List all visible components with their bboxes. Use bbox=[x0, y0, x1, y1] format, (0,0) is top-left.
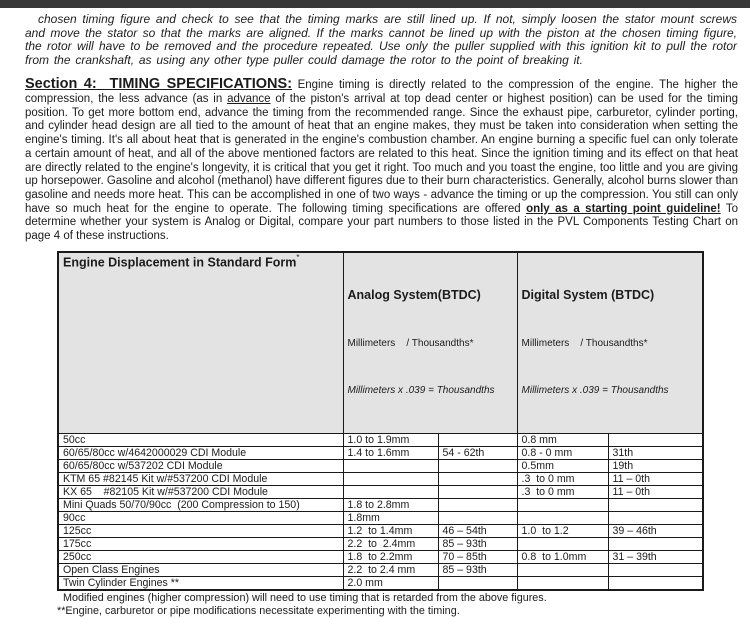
cell-analog-th bbox=[438, 485, 517, 498]
cell-engine: 60/65/80cc w/4642000029 CDI Module bbox=[58, 446, 343, 459]
cell-digital-th: 19th bbox=[608, 459, 703, 472]
cell-analog-mm bbox=[343, 485, 438, 498]
cell-engine: 90cc bbox=[58, 511, 343, 524]
cell-engine: 175cc bbox=[58, 537, 343, 550]
section4-guideline-emphasis: only as a starting point guideline! bbox=[526, 202, 721, 215]
cell-engine: Twin Cylinder Engines ** bbox=[58, 576, 343, 590]
header-analog-formula: Millimeters x .039 = Thousandths bbox=[347, 385, 495, 397]
cell-analog-mm: 1.8mm bbox=[343, 511, 438, 524]
table-row bbox=[58, 472, 703, 485]
cell-analog-th: 85 – 93th bbox=[438, 563, 517, 576]
cell-engine: 60/65/80cc w/537202 CDI Module bbox=[58, 459, 343, 472]
cell-digital-mm bbox=[517, 511, 608, 524]
table-row bbox=[58, 498, 703, 511]
section4-body-part3: To determine whether your system is Analog or Digital, compare your part numbers to those listed in the PVL Components Testing Chart on page 4 of these instructions. bbox=[25, 202, 738, 243]
cell-digital-th: 11 – 0th bbox=[608, 472, 703, 485]
cell-analog-mm bbox=[343, 472, 438, 485]
cell-digital-th bbox=[608, 433, 703, 446]
footnote-modified-engines: Modified engines (higher compression) will need to use timing that is retarded from the above figures. bbox=[63, 591, 547, 604]
cell-digital-mm: 1.0 to 1.2 bbox=[517, 524, 608, 537]
cell-digital-mm: .3 to 0 mm bbox=[517, 485, 608, 498]
header-digital-units: Millimeters / Thousandths* bbox=[521, 337, 648, 349]
cell-digital-mm: 0.8 mm bbox=[517, 433, 608, 446]
section4-underlined-advance: advance bbox=[227, 93, 271, 106]
cell-analog-mm: 1.8 to 2.8mm bbox=[343, 498, 438, 511]
header-digital-title: Digital System (BTDC) bbox=[521, 287, 655, 302]
table-row bbox=[58, 459, 703, 472]
cell-digital-th: 39 – 46th bbox=[608, 524, 703, 537]
cell-engine: 50cc bbox=[58, 433, 343, 446]
cell-digital-th: 31th bbox=[608, 446, 703, 459]
cell-analog-mm: 1.0 to 1.9mm bbox=[343, 433, 438, 446]
cell-digital-mm: 0.8 - 0 mm bbox=[517, 446, 608, 459]
cell-analog-th bbox=[438, 472, 517, 485]
cell-analog-th bbox=[438, 433, 517, 446]
cell-analog-mm: 1.2 to 1.4mm bbox=[343, 524, 438, 537]
table-row bbox=[58, 524, 703, 537]
table-row bbox=[58, 446, 703, 459]
header-engine-displacement bbox=[58, 252, 343, 434]
header-engine-note-star: * bbox=[296, 252, 300, 262]
table-row bbox=[58, 433, 703, 446]
cell-engine: KX 65 #82105 Kit w/#537200 CDI Module bbox=[58, 485, 343, 498]
header-analog-title: Analog System(BTDC) bbox=[347, 287, 481, 302]
cell-digital-th: 11 – 0th bbox=[608, 485, 703, 498]
cell-engine: Open Class Engines bbox=[58, 563, 343, 576]
cell-engine: KTM 65 #82145 Kit w/#537200 CDI Module bbox=[58, 472, 343, 485]
cell-analog-th: 54 - 62th bbox=[438, 446, 517, 459]
header-analog-units: Millimeters / Thousandths* bbox=[347, 337, 474, 349]
cell-analog-th: 46 – 54th bbox=[438, 524, 517, 537]
scan-top-bar bbox=[0, 0, 750, 8]
cell-analog-mm bbox=[343, 459, 438, 472]
cell-digital-th bbox=[608, 576, 703, 590]
cell-analog-mm: 2.2 to 2.4mm bbox=[343, 537, 438, 550]
cell-analog-th bbox=[438, 511, 517, 524]
cell-engine: Mini Quads 50/70/90cc (200 Compression to 150) bbox=[58, 498, 343, 511]
cell-digital-mm: 0.5mm bbox=[517, 459, 608, 472]
table-row bbox=[58, 511, 703, 524]
cell-analog-th bbox=[438, 459, 517, 472]
cell-analog-th bbox=[438, 498, 517, 511]
cell-engine: 125cc bbox=[58, 524, 343, 537]
footnote-modifications: **Engine, carburetor or pipe modifications necessitate experimenting with the timing. bbox=[57, 604, 460, 617]
section4-body-part1: Engine timing is directly related to the compression of the engine. The higher the compression, the less advance (as in bbox=[25, 79, 739, 106]
header-digital-system bbox=[517, 252, 703, 434]
cell-digital-th bbox=[608, 511, 703, 524]
cell-analog-th: 85 – 93th bbox=[438, 537, 517, 550]
section4-heading: Section 4: TIMING SPECIFICATIONS: bbox=[25, 76, 293, 93]
timing-specifications-table bbox=[57, 251, 704, 591]
cell-digital-mm: .3 to 0 mm bbox=[517, 472, 608, 485]
footnotes bbox=[57, 592, 738, 618]
cell-analog-th bbox=[438, 576, 517, 590]
table-row bbox=[58, 576, 703, 590]
cell-analog-mm: 2.0 mm bbox=[343, 576, 438, 590]
header-digital-formula: Millimeters x .039 = Thousandths bbox=[521, 385, 669, 397]
header-analog-system bbox=[343, 252, 517, 434]
cell-analog-th: 70 – 85th bbox=[438, 550, 517, 563]
cell-digital-th bbox=[608, 537, 703, 550]
section4-body-part2: of the piston's arrival at top dead center or highest position) can be used for the timing position. To get more bottom end, advance the timing from the recommended range. Since the exhaust pipe, carburetor, cylinder porting, and cylinder head design are all tied to the amount of heat that an engine makes, they must be taken into consideration when setting the engine's timing. It's all about heat that is generated in the engine's combustion chamber. An engine burning a specific fuel can only tolerate a certain amount of heat, and all of the above mentioned factors are related to this heat. Since the ignition timing and its effect on that heat are directly related to the engine's longevity, it is critical that you get it right. Too much and you toast the engine, too little and you are giving up horsepower. Gasoline and alcohol (methanol) have different figures due to their burn characteristics. Generally, alcohol burns slower than gasoline and needs more heat. This can be accomplished in one of two ways - advance the timing or up the compression. You still can only have so much heat for the engine to operate. The following timing specifications are offered bbox=[25, 93, 738, 215]
table-row bbox=[58, 537, 703, 550]
table-row bbox=[58, 550, 703, 563]
table-row bbox=[58, 485, 703, 498]
cell-digital-mm bbox=[517, 537, 608, 550]
cell-analog-mm: 2.2 to 2.4 mm bbox=[343, 563, 438, 576]
cell-digital-th bbox=[608, 498, 703, 511]
cell-digital-mm bbox=[517, 576, 608, 590]
section4-paragraph bbox=[25, 77, 738, 243]
cell-analog-mm: 1.4 to 1.6mm bbox=[343, 446, 438, 459]
cell-digital-th bbox=[608, 563, 703, 576]
intro-paragraph: chosen timing figure and check to see that the timing marks are still lined up. If not, simply loosen the stator mount screws and move the stator so that the marks are aligned. If the marks cannot be lined up with the piston at the chosen timing figure, the rotor will have to be removed and the procedure repeated. Use only the puller supplied with this ignition kit to pull the rotor from the crankshaft, as using any other type puller could damage the rotor to the point of breaking it. bbox=[25, 12, 737, 67]
cell-analog-mm: 1.8 to 2.2mm bbox=[343, 550, 438, 563]
table-header-row bbox=[58, 252, 703, 434]
cell-digital-mm bbox=[517, 563, 608, 576]
table-row bbox=[58, 563, 703, 576]
header-engine-title: Engine Displacement in Standard Form bbox=[63, 255, 297, 270]
cell-digital-mm: 0.8 to 1.0mm bbox=[517, 550, 608, 563]
cell-digital-th: 31 – 39th bbox=[608, 550, 703, 563]
cell-digital-mm bbox=[517, 498, 608, 511]
cell-engine: 250cc bbox=[58, 550, 343, 563]
